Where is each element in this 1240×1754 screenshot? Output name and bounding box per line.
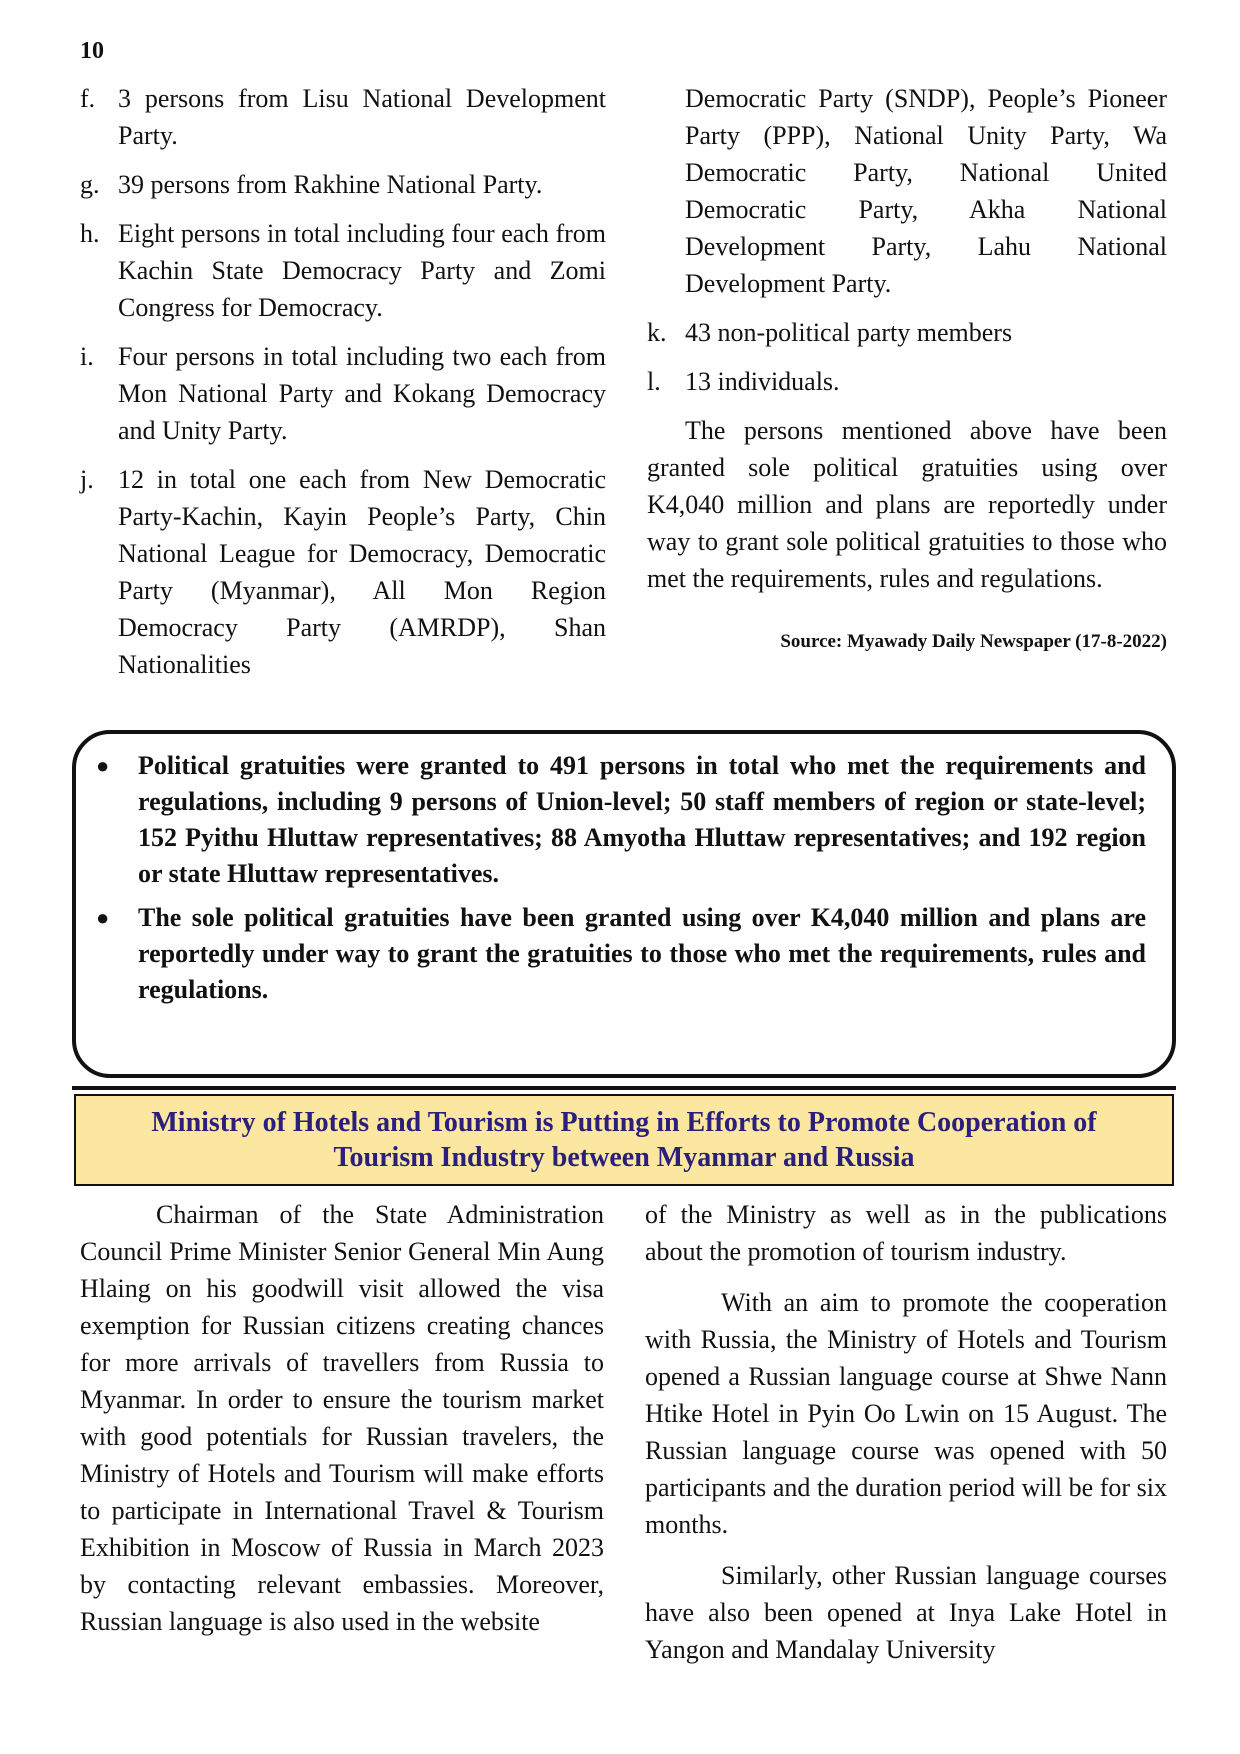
highlight-bullet: [96, 748, 1146, 892]
highlight-bullet-text: Political gratuities were granted to 491 persons in total who met the requirements and regulations, including 9 persons of Union-level; 50 staff members of region or state-level; 152 Pyithu Hluttaw representatives; 88 Amyotha Hluttaw representatives; and 192 region or state Hluttaw representatives.: [138, 751, 1146, 888]
article-heading-line: Ministry of Hotels and Tourism is Putting in Efforts to Promote Cooperation of: [151, 1107, 1097, 1138]
list-item-label: h.: [80, 219, 100, 248]
article-paragraph: With an aim to promote the cooperation with Russia, the Ministry of Hotels and Tourism opened a Russian language course at Shwe Nann Htike Hotel in Pyin Oo Lwin on 15 August. The Russian language course was opened with 50 participants and the duration period will be for six months.: [645, 1288, 1167, 1539]
bullet-icon: ●: [96, 905, 110, 930]
list-item: [647, 363, 1167, 400]
article-paragraph: Chairman of the State Administration Council Prime Minister Senior General Min Aung Hlaing on his goodwill visit allowed the visa exemption for Russian citizens creating chances for more arrivals of travellers from Russia to Myanmar. In order to ensure the tourism market with good potentials for Russian travelers, the Ministry of Hotels and Tourism will make efforts to participate in International Travel & Tourism Exhibition in Moscow of Russia in March 2023 by contacting relevant embassies. Moreover, Russian language is also used in the website: [80, 1200, 604, 1636]
article-heading-line: Tourism Industry between Myanmar and Russia: [333, 1142, 915, 1173]
bullet-icon: ●: [96, 753, 110, 778]
list-item-text: Democratic Party (SNDP), People’s Pioneer Party (PPP), National Unity Party, Wa Democratic Party, National United Democratic Party, Akha National Development Party, Lahu National Development Party.: [685, 84, 1167, 298]
heading-divider: [72, 1086, 1176, 1090]
article-heading: [74, 1094, 1174, 1186]
highlight-box: [72, 730, 1176, 1078]
article-paragraph: Similarly, other Russian language courses have also been opened at Inya Lake Hotel in Yangon and Mandalay University: [645, 1561, 1167, 1664]
list-item-label: k.: [647, 318, 667, 347]
article-paragraph-continuation: of the Ministry as well as in the publications about the promotion of tourism industry.: [645, 1200, 1167, 1266]
list-item-continuation: [647, 80, 1167, 302]
list-item-text: 39 persons from Rakhine National Party.: [118, 170, 543, 199]
list-item-text: 43 non-political party members: [685, 318, 1013, 347]
list-item-label: i.: [80, 342, 94, 371]
highlight-bullet-list: [96, 748, 1146, 1008]
list-item-text: 12 in total one each from New Democratic Party-Kachin, Kayin People’s Party, Chin National League for Democracy, Democratic Party (Myanmar), All Mon Region Democracy Party (AMRDP), Shan Nationalities: [118, 465, 606, 679]
list-item-text: Four persons in total including two each from Mon National Party and Kokang Democracy and Unity Party.: [118, 342, 606, 445]
source-citation: Source: Myawady Daily Newspaper (17-8-2022): [780, 631, 1167, 652]
list-item: [80, 166, 606, 203]
summary-paragraph: The persons mentioned above have been granted sole political gratuities using over K4,040 million and plans are reportedly under way to grant sole political gratuities to those who met the requirements, rules and regulations.: [647, 416, 1167, 593]
list-item-label: g.: [80, 170, 100, 199]
list-item-label: l.: [647, 367, 661, 396]
list-item: [80, 80, 606, 154]
list-item-label: j.: [80, 465, 94, 494]
left-column-list: [80, 80, 606, 695]
list-item-text: 13 individuals.: [685, 367, 840, 396]
article-left-column: [80, 1196, 604, 1640]
highlight-bullet-text: The sole political gratuities have been granted using over K4,040 million and plans are reportedly under way to grant the gratuities to those who met the requirements, rules and regulations.: [138, 903, 1146, 1004]
list-item: [80, 338, 606, 449]
list-item: [80, 461, 606, 683]
list-item: [647, 314, 1167, 351]
article-right-column: [645, 1196, 1167, 1668]
list-item-text: Eight persons in total including four each from Kachin State Democracy Party and Zomi Congress for Democracy.: [118, 219, 606, 322]
list-item-text: 3 persons from Lisu National Development Party.: [118, 84, 606, 150]
list-item: [80, 215, 606, 326]
list-item-label: f.: [80, 84, 96, 113]
right-column-list: [647, 80, 1167, 660]
page-number: 10: [80, 38, 104, 64]
highlight-bullet: [96, 900, 1146, 1008]
